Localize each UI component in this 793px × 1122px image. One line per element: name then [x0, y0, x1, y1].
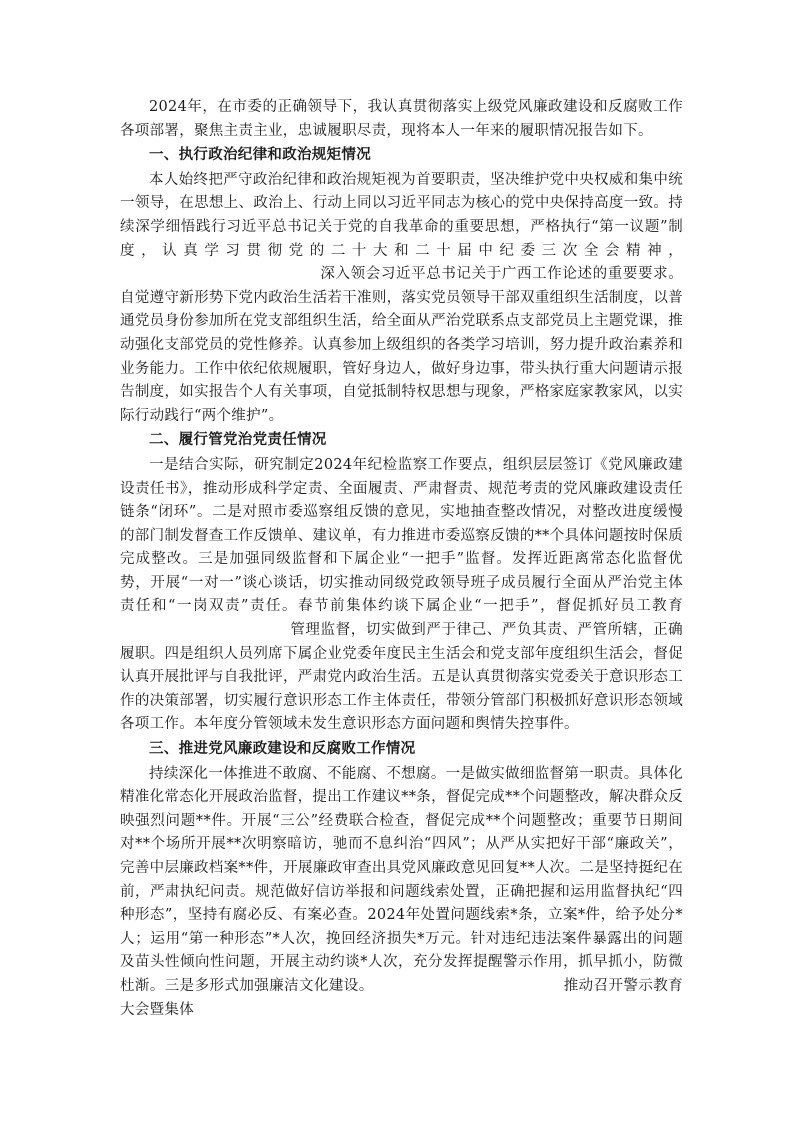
section-anti-corruption	[120, 738, 683, 1022]
body-part: 深入领会习近平总书记关于广西工作论述的重要要求。自觉遵守新形势下党内政治生活若干准则，落实党员领导干部双重组织生活制度，以普通党员身份参加所在党支部组织生活，给全面从严治党联系点支部党员上主题党课，推动强化支部党员的党性修养。认真参加上级组织的各类学习培训，努力提升政治素养和业务能力。工作中依纪依规履职，管好身边人，做好身边事，带头执行重大问题请示报告制度，如实报告个人有关事项，自觉抵制特权思想与现象，严格家庭家教家风，以实际行动践行“两个维护”。	[120, 266, 683, 424]
section-body	[120, 169, 683, 429]
section-heading: 三、推进党风廉政建设和反腐败工作情况	[149, 741, 416, 758]
body-part: 一是结合实际，研究制定2024年纪检监察工作要点，组织层层签订《党风廉政建设责任书》，推动形成科学定责、全面履责、严肃督责、规范考责的党风廉政建设责任链条“闭环”。二是对照市委巡察组反馈的意见，实地抽查整改情况，对整改进度缓慢的部门制发督查工作反馈单、建议单，有力推进市委巡察反馈的**个具体问题按时保质完成整改。三是加强同级监督和下属企业“一把手”监督。发挥近距离常态化监督优势，开展“一对一”谈心谈话，切实推动同级党政领导班子成员履行全面从严治党主体责任和“一岗双责”责任。春节前集体约谈下属企业“一把手”，督促抓好员工教育	[120, 456, 683, 615]
body-part: 管理监督，切实做到严于律己、严负其责、严管所辖，正确履职。四是组织人员列席下属企业党委年度民主生活会和党支部年度组织生活会，督促认真开展批评与自我批评，严肃党内政治生活。五是认真贯彻落实党委关于意识形态工作的决策部署，切实履行意识形态工作主体责任，带领分管部门积极抓好意识形态领域各项工作。本年度分管领域未发生意识形态方面问题和舆情失控事件。	[120, 622, 683, 733]
section-political-discipline	[120, 144, 683, 428]
section-heading: 一、执行政治纪律和政治规矩情况	[149, 147, 371, 164]
section-body	[120, 454, 683, 737]
section-body	[120, 763, 683, 1023]
body-part: 本人始终把严守政治纪律和政治规矩视为首要职责，坚决维护党中央权威和集中统一领导，在思想上、政治上、行动上同以习近平同志为核心的党中央保持高度一致。持续深学细悟践行习近平总书记关于党的自我革命的重要思想，严格执行“第一议题”制度，认真学习贯彻党的二十大和二十届中纪委三次全会精神，	[120, 171, 683, 259]
section-party-governance	[120, 429, 683, 737]
body-part: 持续深化一体推进不敢腐、不能腐、不想腐。一是做实做细监督第一职责。具体化精准化常态化开展政治监督，提出工作建议**条，督促完成**个问题整改，解决群众反映强烈问题**件。开展“三公”经费联合检查，督促完成**个问题整改；重要节日期间对**个场所开展**次明察暗访，驰而不息纠治“四风”；从严从实把好干部“廉政关”，完善中层廉政档案**件，开展廉政审查出具党风廉政意见回复**人次。二是坚持挺纪在前，严肃执纪问责。规范做好信访举报和问题线索处置，正确把握和运用监督执纪“四种形态”，坚持有腐必反、有案必查。2024年处置问题线索*条，立案*件，给予处分*人；运用“第一种形态”*人次，挽回经济损失*万元。针对违纪违法案件暴露出的问题及苗头性倾向性问题，开展主动约谈*人次，充分发挥提醒警示作用，抓早抓小，防微杜渐。三是多形式加强廉洁文化建设。	[120, 765, 683, 994]
section-heading: 二、履行管党治党责任情况	[149, 432, 327, 449]
intro-paragraph: 2024年，在市委的正确领导下，我认真贯彻落实上级党风廉政建设和反腐败工作各项部署，聚焦主责主业，忠诚履职尽责，现将本人一年来的履职情况报告如下。	[120, 99, 683, 139]
body-part: 推动召开警示教育大会暨集体	[120, 977, 683, 1018]
